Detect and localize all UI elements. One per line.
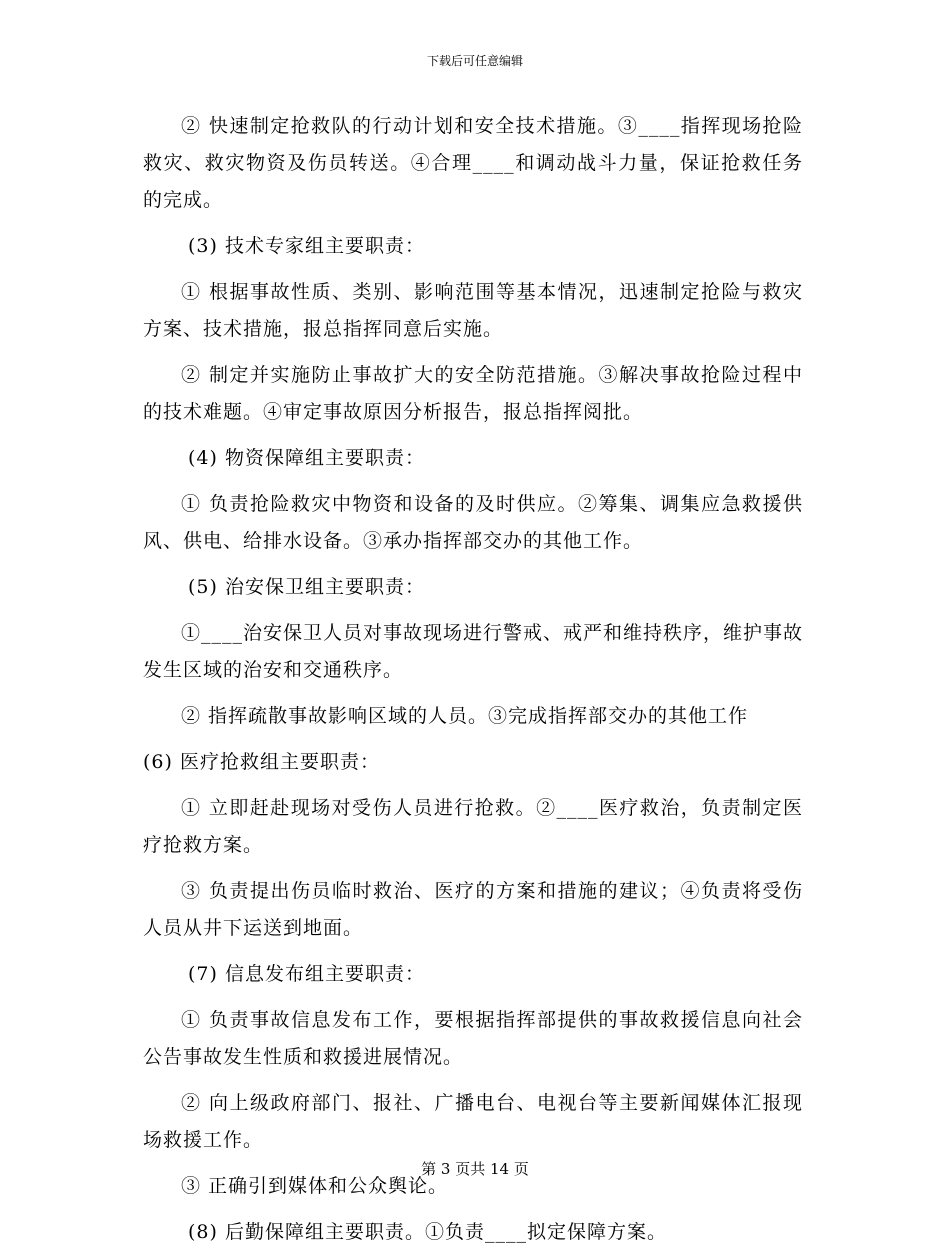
paragraph: ① 立即赶赴现场对受伤人员进行抢救。②____医疗救治，负责制定医疗抢救方案。 xyxy=(143,797,803,856)
page-number: 第 3 页共 14 页 xyxy=(421,1160,529,1178)
paragraph: ① 根据事故性质、类别、影响范围等基本情况，迅速制定抢险与救灾方案、技术措施，报总指挥同意后实施。 xyxy=(143,281,803,340)
paragraph: ② 指挥疏散事故影响区域的人员。③完成指挥部交办的其他工作 xyxy=(181,705,749,727)
paragraph: ① 负责抢险救灾中物资和设备的及时供应。②筹集、调集应急救援供风、供电、给排水设备。③承办指挥部交办的其他工作。 xyxy=(143,493,803,552)
paragraph: ② 向上级政府部门、报社、广播电台、电视台等主要新闻媒体汇报现场救援工作。 xyxy=(143,1092,803,1151)
section-heading: (3) 技术专家组主要职责： xyxy=(188,235,425,257)
paragraph: ③ 负责提出伤员临时救治、医疗的方案和措施的建议；④负责将受伤人员从井下运送到地面。 xyxy=(143,880,803,939)
paragraph: ② 快速制定抢救队的行动计划和安全技术措施。③____指挥现场抢险救灾、救灾物资及伤员转送。④合理____和调动战斗力量，保证抢救任务的完成。 xyxy=(143,115,803,211)
paragraph: ② 制定并实施防止事故扩大的安全防范措施。③解决事故抢险过程中的技术难题。④审定事故原因分析报告，报总指挥阅批。 xyxy=(143,364,803,423)
section-heading: (5) 治安保卫组主要职责： xyxy=(188,576,425,598)
paragraph: ③ 正确引到媒体和公众舆论。 xyxy=(181,1175,449,1197)
section-heading: (8) 后勤保障组主要职责。①负责____拟定保障方案。 xyxy=(188,1221,667,1243)
paragraph: ①____治安保卫人员对事故现场进行警戒、戒严和维持秩序，维护事故发生区域的治安和交通秩序。 xyxy=(143,622,804,681)
section-heading: (7) 信息发布组主要职责： xyxy=(188,963,425,985)
document-body xyxy=(143,108,803,1260)
paragraph: ① 负责事故信息发布工作，要根据指挥部提供的事故救援信息向社会公告事故发生性质和救援进展情况。 xyxy=(143,1009,803,1068)
section-heading: (6) 医疗抢救组主要职责： xyxy=(143,751,380,773)
section-heading: (4) 物资保障组主要职责： xyxy=(188,447,425,469)
page-header: 下载后可任意编辑 xyxy=(426,54,523,68)
